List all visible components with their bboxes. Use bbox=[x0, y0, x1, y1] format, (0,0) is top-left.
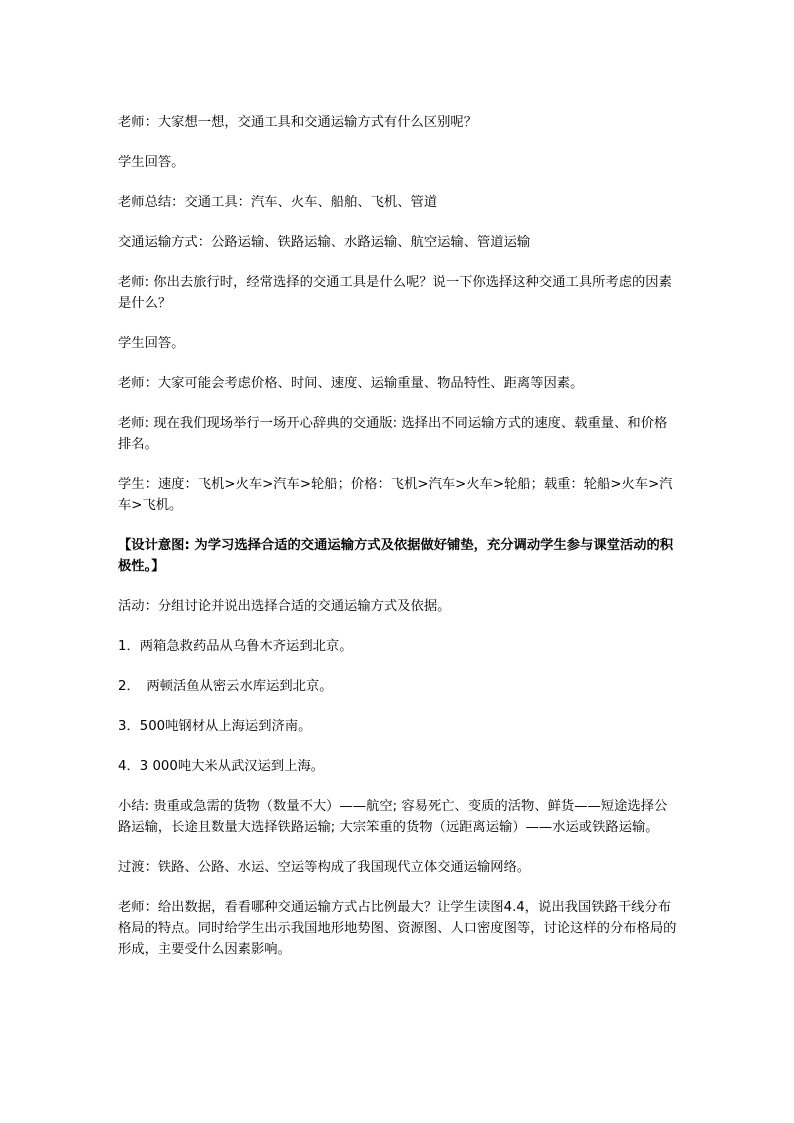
paragraph-student-answer-2: 学生回答。 bbox=[118, 336, 185, 351]
paragraph-design-intent: 【设计意图: 为学习选择合适的交通运输方式及依据做好铺垫，充分调动学生参与课堂活动的积极性。】 bbox=[118, 538, 674, 574]
paragraph-teacher-factors: 老师：大家可能会考虑价格、时间、速度、运输重量、物品特性、距离等因素。 bbox=[118, 376, 584, 391]
paragraph-activity: 活动：分组讨论并说出选择合适的交通运输方式及依据。 bbox=[118, 599, 451, 614]
paragraph-transition: 过渡：铁路、公路、水运、空运等构成了我国现代立体交通运输网络。 bbox=[118, 860, 531, 875]
paragraph-teacher-data: 老师：给出数据，看看哪种交通运输方式占比例最大？让学生读图4.4，说出我国铁路干线分布格局的特点。同时给学生出示我国地形地势图、资源图、人口密度图等，讨论这样的分布格局的形成，主要受什么因素影响。 bbox=[118, 900, 677, 957]
document-body bbox=[118, 112, 678, 979]
paragraph-teacher-quiz: 老师: 现在我们现场举行一场开心辞典的交通版: 选择出不同运输方式的速度、载重量、和价格排名。 bbox=[118, 416, 668, 452]
list-item-1: 1．两箱急救药品从乌鲁木齐运到北京。 bbox=[118, 639, 353, 654]
paragraph-transport-modes: 交通运输方式：公路运输、铁路运输、水路运输、航空运输、管道运输 bbox=[118, 235, 531, 250]
list-item-2: 2． 两顿活鱼从密云水库运到北京。 bbox=[118, 679, 333, 694]
list-item-4: 4．3 000吨大米从武汉运到上海。 bbox=[118, 759, 325, 774]
list-item-3: 3．500吨钢材从上海运到济南。 bbox=[118, 719, 312, 734]
paragraph-teacher-travel-question: 老师: 你出去旅行时，经常选择的交通工具是什么呢？说一下你选择这种交通工具所考虑的因素是什么？ bbox=[118, 275, 672, 311]
paragraph-student-ranking: 学生：速度：飞机>火车>汽车>轮船；价格：飞机>汽车>火车>轮船；载重：轮船>火车>汽车>飞机。 bbox=[118, 477, 673, 513]
paragraph-summary: 小结: 贵重或急需的货物（数量不大）——航空; 容易死亡、变质的活物、鲜货——短途选择公路运输，长途且数量大选择铁路运输; 大宗笨重的货物（远距离运输）——水运或铁路运输。 bbox=[118, 799, 668, 835]
paragraph-student-answer: 学生回答。 bbox=[118, 155, 185, 170]
paragraph-teacher-question: 老师：大家想一想，交通工具和交通运输方式有什么区别呢？ bbox=[118, 115, 478, 130]
paragraph-teacher-summary: 老师总结：交通工具：汽车、火车、船舶、飞机、管道 bbox=[118, 195, 438, 210]
